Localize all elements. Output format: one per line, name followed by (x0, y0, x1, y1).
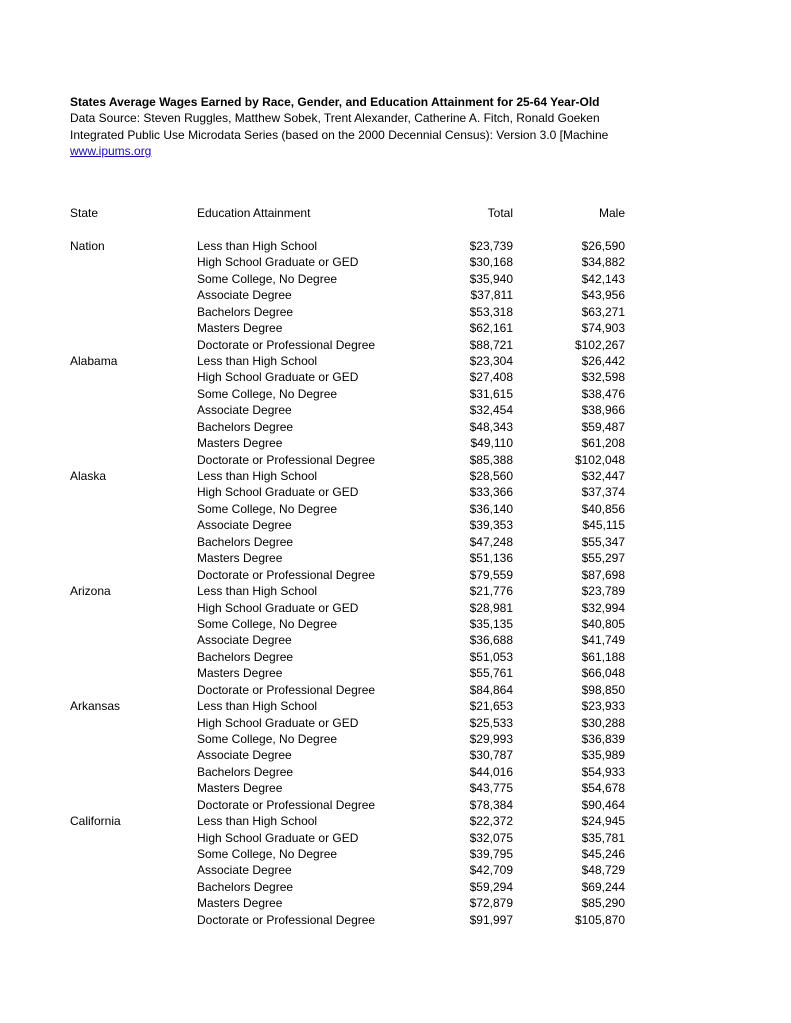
male-wage-cell: $90,464 (581, 797, 625, 812)
total-wage-cell: $51,053 (469, 649, 513, 664)
data-source-line: Data Source: Steven Ruggles, Matthew Sobek, Trent Alexander, Catherine A. Fitch, Ronald Goeken (70, 111, 600, 126)
total-wage-cell: $25,533 (469, 715, 513, 730)
education-cell: Doctorate or Professional Degree (197, 337, 376, 352)
total-wage-cell: $23,304 (469, 354, 513, 368)
table-row (0, 567, 791, 583)
male-wage-cell: $45,246 (581, 846, 625, 861)
table-row (0, 830, 791, 846)
education-cell: Some College, No Degree (197, 846, 338, 861)
total-wage-cell: $33,366 (469, 485, 513, 500)
male-wage-cell: $38,966 (581, 403, 625, 418)
table-row (0, 616, 791, 632)
education-cell: Doctorate or Professional Degree (197, 797, 376, 812)
male-wage-cell: $59,487 (581, 419, 625, 434)
total-wage-cell: $21,653 (469, 699, 513, 713)
table-row (0, 468, 791, 484)
table-row (0, 649, 791, 665)
state-cell: Nation (70, 239, 105, 253)
male-wage-cell: $40,856 (581, 501, 625, 516)
total-wage-cell: $48,343 (469, 419, 513, 434)
male-wage-cell: $54,933 (581, 764, 625, 779)
state-cell: Arkansas (70, 699, 121, 713)
total-wage-cell: $36,688 (469, 633, 513, 648)
education-cell: Masters Degree (197, 436, 283, 451)
male-wage-cell: $24,945 (581, 814, 625, 828)
table-row (0, 813, 791, 829)
male-wage-cell: $61,188 (581, 649, 625, 664)
male-wage-cell: $23,789 (581, 584, 625, 598)
education-cell: Doctorate or Professional Degree (197, 682, 376, 697)
male-wage-cell: $102,267 (574, 337, 625, 352)
male-wage-cell: $87,698 (581, 567, 625, 582)
ipums-link[interactable]: www.ipums.org (70, 144, 152, 159)
table-row (0, 797, 791, 813)
state-cell: Alabama (70, 354, 118, 368)
table-row (0, 895, 791, 911)
table-row (0, 402, 791, 418)
table-row (0, 501, 791, 517)
male-wage-cell: $55,297 (581, 551, 625, 566)
table-row (0, 369, 791, 385)
education-cell: Associate Degree (197, 403, 292, 418)
total-wage-cell: $84,864 (469, 682, 513, 697)
male-wage-cell: $74,903 (581, 321, 625, 336)
table-row (0, 862, 791, 878)
total-wage-cell: $22,372 (469, 814, 513, 828)
education-cell: High School Graduate or GED (197, 715, 359, 730)
total-wage-cell: $78,384 (469, 797, 513, 812)
education-cell: High School Graduate or GED (197, 255, 359, 270)
male-wage-cell: $98,850 (581, 682, 625, 697)
education-cell: High School Graduate or GED (197, 600, 359, 615)
table-row (0, 254, 791, 270)
male-wage-cell: $63,271 (581, 304, 625, 319)
table-row (0, 747, 791, 763)
total-wage-cell: $29,993 (469, 731, 513, 746)
education-cell: Bachelors Degree (197, 764, 294, 779)
education-cell: Associate Degree (197, 288, 292, 303)
male-wage-cell: $34,882 (581, 255, 625, 270)
table-row (0, 632, 791, 648)
total-wage-cell: $62,161 (469, 321, 513, 336)
table-row (0, 287, 791, 303)
male-wage-cell: $26,590 (581, 239, 625, 253)
male-wage-cell: $23,933 (581, 699, 625, 713)
table-row (0, 304, 791, 320)
total-wage-cell: $39,795 (469, 846, 513, 861)
male-wage-cell: $35,989 (581, 748, 625, 763)
table-row (0, 780, 791, 796)
education-cell: Less than High School (197, 239, 318, 253)
table-row (0, 698, 791, 714)
table-row (0, 386, 791, 402)
total-wage-cell: $31,615 (469, 386, 513, 401)
male-wage-cell: $69,244 (581, 879, 625, 894)
male-wage-cell: $35,781 (581, 830, 625, 845)
table-row (0, 271, 791, 287)
state-cell: Arizona (70, 584, 111, 598)
male-wage-cell: $26,442 (581, 354, 625, 368)
education-cell: Less than High School (197, 584, 318, 598)
education-cell: Associate Degree (197, 518, 292, 533)
total-wage-cell: $43,775 (469, 781, 513, 796)
education-cell: High School Graduate or GED (197, 485, 359, 500)
total-wage-cell: $49,110 (470, 436, 513, 451)
table-row (0, 337, 791, 353)
data-source-line-2: Integrated Public Use Microdata Series (based on the 2000 Decennial Census): Version 3.0 [Machine (70, 127, 609, 142)
education-cell: Less than High School (197, 814, 318, 828)
male-wage-cell: $45,115 (582, 518, 625, 533)
total-wage-cell: $47,248 (469, 534, 513, 549)
total-wage-cell: $30,787 (469, 748, 513, 763)
male-wage-cell: $37,374 (581, 485, 625, 500)
education-cell: Masters Degree (197, 781, 283, 796)
table-row (0, 517, 791, 533)
total-wage-cell: $35,940 (469, 271, 513, 286)
table-row (0, 665, 791, 681)
total-wage-cell: $91,997 (469, 912, 513, 927)
total-wage-cell: $79,559 (469, 567, 513, 582)
document-title: States Average Wages Earned by Race, Gender, and Education Attainment for 25-64 Year-Old (70, 95, 600, 109)
total-wage-cell: $59,294 (469, 879, 513, 894)
total-wage-cell: $30,168 (469, 255, 513, 270)
table-row (0, 419, 791, 435)
male-wage-cell: $42,143 (581, 271, 625, 286)
total-wage-cell: $32,454 (469, 403, 513, 418)
table-row (0, 682, 791, 698)
table-row (0, 452, 791, 468)
male-wage-cell: $32,994 (581, 600, 625, 615)
table-row (0, 320, 791, 336)
male-wage-cell: $32,447 (581, 469, 625, 483)
state-cell: Alaska (70, 469, 107, 483)
total-wage-cell: $53,318 (469, 304, 513, 319)
total-wage-cell: $23,739 (469, 239, 513, 253)
male-wage-cell: $38,476 (581, 386, 625, 401)
column-header-total: Total (487, 206, 513, 220)
table-row (0, 583, 791, 599)
education-cell: Some College, No Degree (197, 271, 338, 286)
male-wage-cell: $41,749 (581, 633, 625, 648)
total-wage-cell: $44,016 (469, 764, 513, 779)
total-wage-cell: $55,761 (469, 666, 513, 681)
education-cell: Less than High School (197, 469, 318, 483)
male-wage-cell: $61,208 (581, 436, 625, 451)
education-cell: Less than High School (197, 354, 318, 368)
education-cell: Masters Degree (197, 666, 283, 681)
table-row (0, 846, 791, 862)
education-cell: Masters Degree (197, 896, 283, 911)
education-cell: Bachelors Degree (197, 534, 294, 549)
table-row (0, 353, 791, 369)
total-wage-cell: $36,140 (469, 501, 513, 516)
male-wage-cell: $40,805 (581, 616, 625, 631)
total-wage-cell: $42,709 (469, 863, 513, 878)
table-row (0, 912, 791, 928)
total-wage-cell: $51,136 (469, 551, 513, 566)
male-wage-cell: $32,598 (581, 370, 625, 385)
education-cell: Associate Degree (197, 748, 292, 763)
total-wage-cell: $28,560 (469, 469, 513, 483)
table-row (0, 435, 791, 451)
education-cell: Masters Degree (197, 551, 283, 566)
table-row (0, 550, 791, 566)
table-row (0, 764, 791, 780)
table-row (0, 484, 791, 500)
education-cell: Doctorate or Professional Degree (197, 567, 376, 582)
education-cell: Bachelors Degree (197, 304, 294, 319)
table-row (0, 600, 791, 616)
total-wage-cell: $72,879 (469, 896, 513, 911)
table-row (0, 879, 791, 895)
table-row (0, 731, 791, 747)
table-row (0, 238, 791, 254)
table-header-row (0, 205, 791, 221)
male-wage-cell: $36,839 (581, 731, 625, 746)
male-wage-cell: $102,048 (574, 452, 625, 467)
education-cell: Masters Degree (197, 321, 283, 336)
male-wage-cell: $30,288 (581, 715, 625, 730)
total-wage-cell: $32,075 (469, 830, 513, 845)
education-cell: Bachelors Degree (197, 649, 294, 664)
total-wage-cell: $28,981 (469, 600, 513, 615)
education-cell: Less than High School (197, 699, 318, 713)
document-header (70, 94, 628, 160)
education-cell: High School Graduate or GED (197, 370, 359, 385)
education-cell: Some College, No Degree (197, 501, 338, 516)
column-header-male: Male (598, 206, 625, 220)
education-cell: Associate Degree (197, 633, 292, 648)
male-wage-cell: $55,347 (581, 534, 625, 549)
total-wage-cell: $37,811 (470, 288, 513, 303)
education-cell: Doctorate or Professional Degree (197, 912, 376, 927)
column-header-state: State (70, 206, 99, 220)
education-cell: Bachelors Degree (197, 879, 294, 894)
total-wage-cell: $39,353 (469, 518, 513, 533)
education-cell: Associate Degree (197, 863, 292, 878)
total-wage-cell: $35,135 (469, 616, 513, 631)
male-wage-cell: $43,956 (581, 288, 625, 303)
education-cell: Some College, No Degree (197, 616, 338, 631)
education-cell: Doctorate or Professional Degree (197, 452, 376, 467)
total-wage-cell: $21,776 (469, 584, 513, 598)
male-wage-cell: $66,048 (581, 666, 625, 681)
education-cell: Some College, No Degree (197, 731, 338, 746)
table-row (0, 534, 791, 550)
total-wage-cell: $85,388 (469, 452, 513, 467)
male-wage-cell: $48,729 (581, 863, 625, 878)
education-cell: High School Graduate or GED (197, 830, 359, 845)
table-row (0, 715, 791, 731)
male-wage-cell: $105,870 (574, 912, 625, 927)
column-header-education: Education Attainment (197, 206, 311, 220)
education-cell: Bachelors Degree (197, 419, 294, 434)
education-cell: Some College, No Degree (197, 386, 338, 401)
total-wage-cell: $27,408 (469, 370, 513, 385)
male-wage-cell: $54,678 (581, 781, 625, 796)
male-wage-cell: $85,290 (581, 896, 625, 911)
total-wage-cell: $88,721 (469, 337, 513, 352)
state-cell: California (70, 814, 121, 828)
